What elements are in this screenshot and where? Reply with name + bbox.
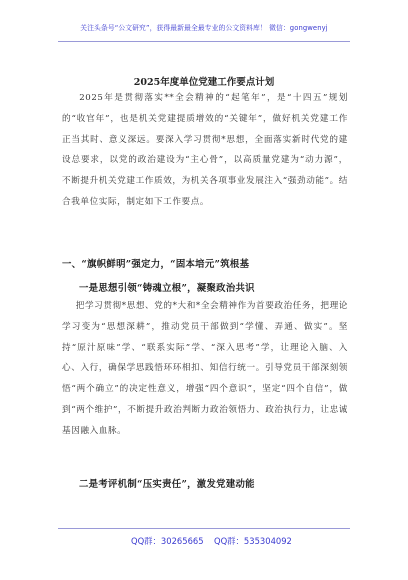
document-title: 2025年度单位党建工作要点计划 (133, 77, 275, 88)
subsection-heading-1: 一是思想引领“铸魂立根”，凝聚政治共识 (79, 283, 255, 294)
intro-paragraph: 2025年是贯彻落实**全会精神的“起笔年”，是“十四五”规划的“收官年”，也是机关党建提质增效的“关键年”，做好机关党建工作正当其时、意义深远。要深入学习贯彻*思想，全面落实新时代党的建设总要求，以党的政治建设为“主心骨”，以高质量党建为“动力源”，不断提升机关党建工作质效，为机关各项事业发展注入“强劲动能”。结合我单位实际，制定如下工作要点。 (62, 93, 348, 207)
top-divider (58, 41, 350, 42)
top-banner: 关注头条号“公文研究”，获得最新最全最专业的公文资料库！ 微信：gongwenyj (80, 24, 328, 32)
footer-qq-group-2: QQ群：535304092 (214, 536, 292, 546)
section-heading-1: 一、“旗帜鲜明”强定力，“固本培元”筑根基 (62, 259, 250, 270)
subsection-heading-2: 二是考评机制“压实责任”，激发党建动能 (79, 479, 255, 490)
subsection-1-body: 把学习贯彻*思想、党的*大和*全会精神作为首要政治任务，把理论学习变为“思想深耕”，推动党员干部做到“学懂、弄通、做实”。坚持“原汁原味”学、“联系实际”学、“深入思考”学，让理论入脑、入心、入行，确保学思践悟环环相扣、知信行统一。引导党员干部深刻领悟“两个确立”的决定性意义，增强“四个意识”，坚定“四个自信”，做到“两个维护”，不断提升政治判断力政治领悟力、政治执行力，让忠诚基因融入血脉。 (62, 301, 348, 436)
footer-qq-group-1: QQ群：30265665 (131, 536, 204, 546)
footer-divider (58, 528, 350, 529)
